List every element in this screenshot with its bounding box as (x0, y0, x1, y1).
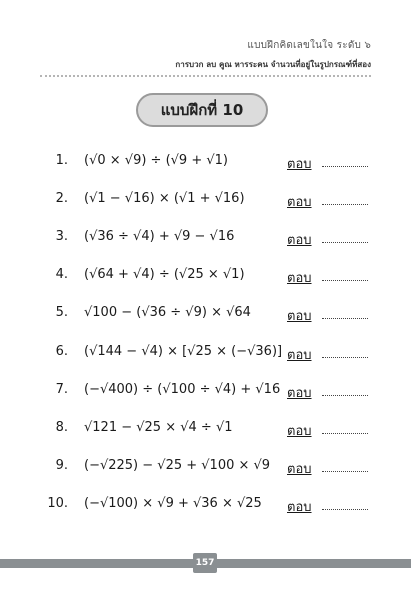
problem-number: 3. (55, 229, 68, 244)
answer-label: ตอบ (287, 500, 312, 515)
problem-expression: √100 − (√36 ÷ √9) × √64 (84, 305, 251, 320)
answer-label: ตอบ (287, 157, 312, 172)
problem-number: 9. (55, 458, 68, 473)
answer-label: ตอบ (287, 462, 312, 477)
problem-row (0, 375, 411, 405)
answer-blank[interactable] (322, 204, 368, 205)
problem-expression: √121 − √25 × √4 ÷ √1 (84, 420, 233, 435)
answer-label: ตอบ (287, 309, 312, 324)
answer-blank[interactable] (322, 433, 368, 434)
problem-number: 4. (55, 267, 68, 282)
answer-label: ตอบ (287, 386, 312, 401)
problem-row (0, 184, 411, 214)
answer-blank[interactable] (322, 318, 368, 319)
header-divider (40, 75, 371, 77)
book-title: แบบฝึกคิดเลขในใจ ระดับ ๖ (247, 40, 371, 51)
problem-expression: (√1 − √16) × (√1 + √16) (84, 191, 245, 206)
problem-row (0, 260, 411, 290)
page-header (175, 38, 371, 71)
answer-blank[interactable] (322, 280, 368, 281)
problem-number: 8. (55, 420, 68, 435)
problem-number: 2. (55, 191, 68, 206)
problem-expression: (−√100) × √9 + √36 × √25 (84, 496, 262, 511)
problem-expression: (√64 + √4) ÷ (√25 × √1) (84, 267, 245, 282)
problem-number: 1. (55, 153, 68, 168)
page-number: 157 (195, 558, 215, 568)
problem-number: 5. (55, 305, 68, 320)
problem-expression: (√144 − √4) × [√25 × (−√36)] (84, 344, 283, 359)
section-subtitle: การบวก ลบ คูณ หารระคน จำนวนที่อยู่ในรูปกรณฑ์ที่สอง (175, 60, 371, 69)
problem-expression: (√36 ÷ √4) + √9 − √16 (84, 229, 235, 244)
answer-label: ตอบ (287, 271, 312, 286)
answer-label: ตอบ (287, 195, 312, 210)
exercise-title-badge (136, 93, 268, 127)
answer-blank[interactable] (322, 509, 368, 510)
problem-number: 10. (47, 496, 68, 511)
answer-label: ตอบ (287, 233, 312, 248)
problem-row (0, 451, 411, 481)
problem-row (0, 413, 411, 443)
problem-row (0, 222, 411, 252)
problem-row (0, 146, 411, 176)
problem-expression: (√0 × √9) ÷ (√9 + √1) (84, 153, 228, 168)
page-number-badge (193, 553, 217, 573)
answer-blank[interactable] (322, 357, 368, 358)
problem-row (0, 298, 411, 328)
problem-row (0, 489, 411, 519)
problem-row (0, 337, 411, 367)
problem-number: 6. (55, 344, 68, 359)
problem-expression: (−√400) ÷ (√100 ÷ √4) + √16 (84, 382, 281, 397)
answer-blank[interactable] (322, 395, 368, 396)
problem-expression: (−√225) − √25 + √100 × √9 (84, 458, 271, 473)
exercise-title: แบบฝึกที่ 10 (160, 101, 244, 119)
answer-blank[interactable] (322, 242, 368, 243)
answer-label: ตอบ (287, 424, 312, 439)
problem-number: 7. (55, 382, 68, 397)
answer-blank[interactable] (322, 166, 368, 167)
answer-blank[interactable] (322, 471, 368, 472)
answer-label: ตอบ (287, 348, 312, 363)
